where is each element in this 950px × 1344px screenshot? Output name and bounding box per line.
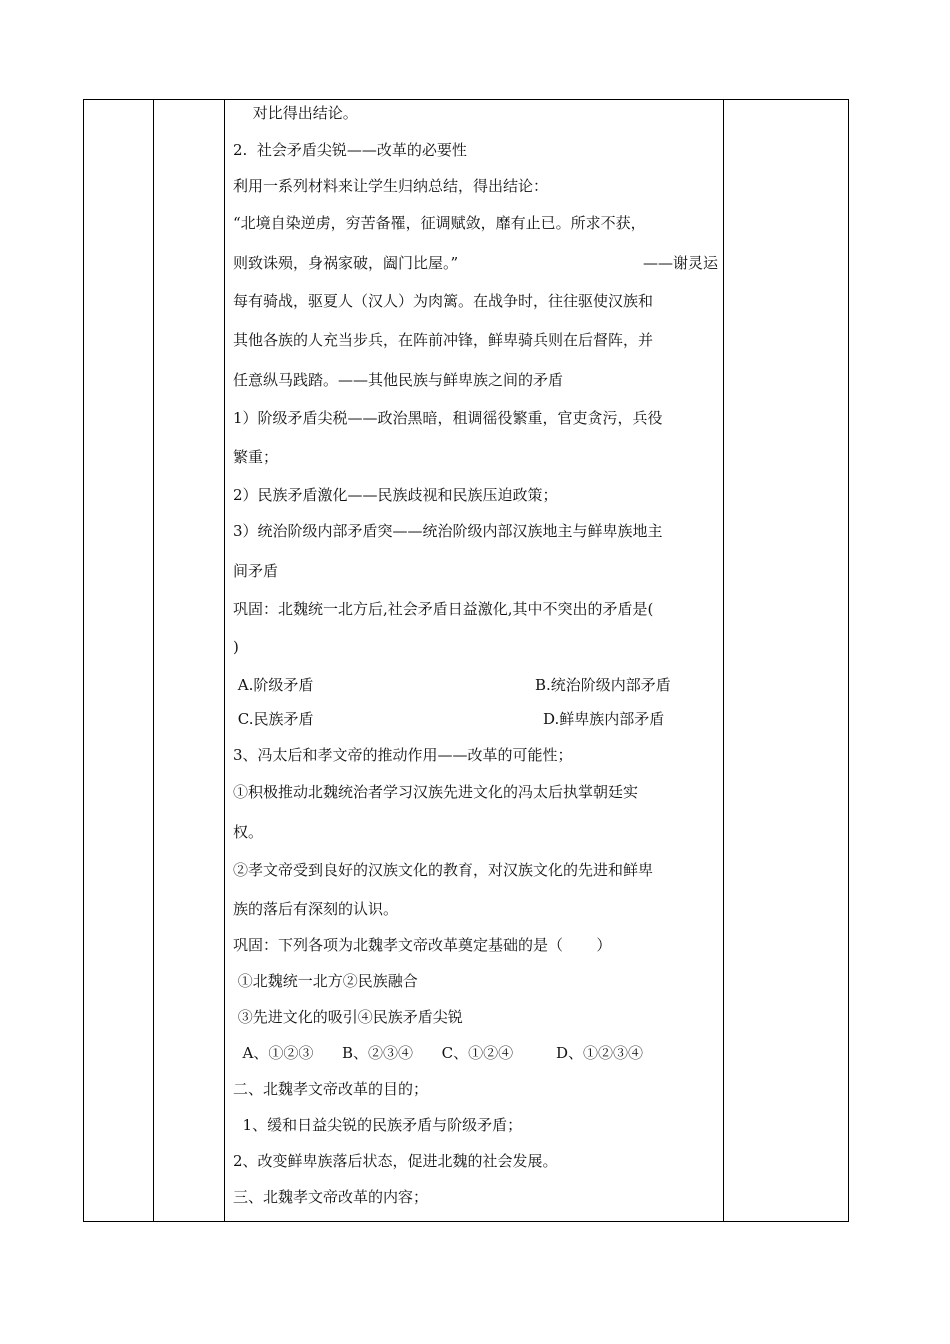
quote-line: “北境自染逆虏，穷苦备罹，征调赋敛，靡有止已。所求不获， — [233, 214, 646, 232]
quote-line: 则致诛殒，身祸家破，阖门比屋。” — [233, 254, 459, 272]
exercise-question: 巩固：北魏统一北方后,社会矛盾日益激化,其中不突出的矛盾是( — [233, 600, 654, 618]
table-column-4 — [724, 99, 849, 1222]
option-c: C.民族矛盾 — [233, 710, 314, 728]
text-line: 间矛盾 — [233, 562, 279, 580]
text-line: 2）民族矛盾激化——民族歧视和民族压迫政策； — [233, 486, 558, 504]
text-line: ①积极推动北魏统治者学习汉族先进文化的冯太后执掌朝廷实 — [233, 783, 639, 801]
text-line: 族的落后有深刻的认识。 — [233, 900, 399, 918]
text-line: 利用一系列材料来让学生归纳总结，得出结论： — [233, 177, 549, 195]
text-line: 对比得出结论。 — [233, 104, 358, 122]
exercise-item: ①北魏统一北方②民族融合 — [233, 972, 418, 990]
heading-necessity: 2. 社会矛盾尖锐——改革的必要性 — [233, 141, 467, 159]
table-column-1 — [83, 99, 154, 1222]
text-line: 权。 — [233, 823, 264, 841]
exercise-question: 巩固：下列各项为北魏孝文帝改革奠定基础的是（ ） — [233, 936, 612, 954]
text-line: 1、缓和日益尖锐的民族矛盾与阶级矛盾； — [233, 1116, 523, 1134]
text-line: ②孝文帝受到良好的汉族文化的教育，对汉族文化的先进和鲜卑 — [233, 861, 654, 879]
exercise-options: A、①②③ B、②③④ C、①②④ D、①②③④ — [233, 1044, 644, 1062]
option-a: A.阶级矛盾 — [233, 676, 314, 694]
text-line: ) — [233, 638, 239, 656]
exercise-item: ③先进文化的吸引④民族矛盾尖锐 — [233, 1008, 463, 1026]
text-line: 3）统治阶级内部矛盾突——统治阶级内部汉族地主与鲜卑族地主 — [233, 522, 663, 540]
text-line: 繁重； — [233, 448, 279, 466]
option-d: D.鲜卑族内部矛盾 — [543, 710, 665, 728]
heading-content: 三、北魏孝文帝改革的内容； — [233, 1188, 429, 1206]
quote-attribution-row — [233, 253, 718, 273]
text-line: 其他各族的人充当步兵，在阵前冲锋，鲜卑骑兵则在后督阵，并 — [233, 331, 654, 349]
quote-author: ——谢灵运 — [642, 254, 718, 272]
text-line: 每有骑战，驱夏人（汉人）为肉篱。在战争时，往往驱使汉族和 — [233, 292, 654, 310]
text-line: 2、改变鲜卑族落后状态，促进北魏的社会发展。 — [233, 1152, 558, 1170]
table-column-2 — [154, 99, 225, 1222]
option-b: B.统治阶级内部矛盾 — [535, 676, 671, 694]
text-line: 1）阶级矛盾尖税——政治黑暗，租调徭役繁重，官吏贪污，兵役 — [233, 409, 663, 427]
heading-purpose: 二、北魏孝文帝改革的目的； — [233, 1080, 429, 1098]
text-line: 任意纵马践踏。——其他民族与鲜卑族之间的矛盾 — [233, 371, 564, 389]
heading-possibility: 3、冯太后和孝文帝的推动作用——改革的可能性； — [233, 746, 573, 764]
